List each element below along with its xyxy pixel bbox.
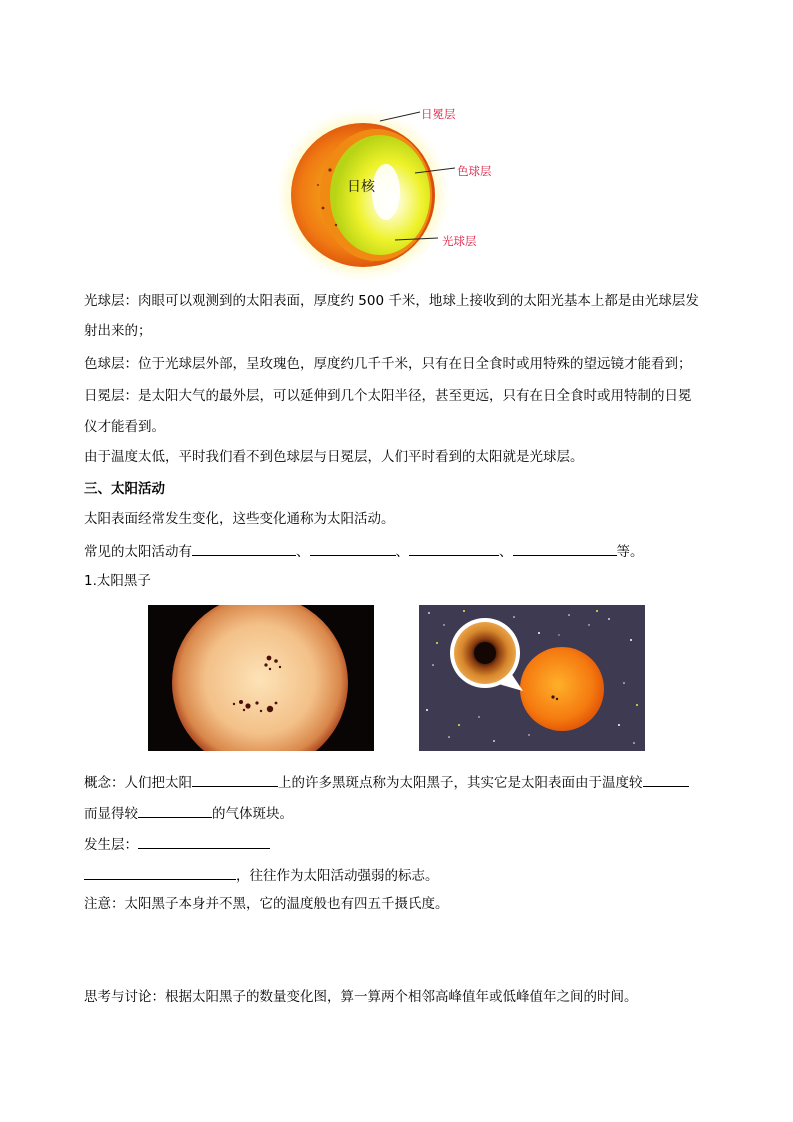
sunspot-heading: 1.太阳黑子 [84, 573, 151, 589]
low-temperature-paragraph: 由于温度太低，平时我们看不到色球层与日冕层，人们平时看到的太阳就是光球层。 [84, 449, 584, 465]
indicator-blank[interactable] [84, 865, 236, 880]
section-heading-solar-activity: 三、太阳活动 [84, 481, 165, 497]
chromosphere-paragraph: 色球层：位于光球层外部，呈玫瑰色，厚度约几千千米，只有在日全食时或用特殊的望远镜才能看到； [84, 356, 692, 372]
concept-blank-temperature[interactable] [643, 772, 689, 787]
concept-text-part2: 上的许多黑斑点称为太阳黑子，其实它是太阳表面由于温度较 [278, 775, 643, 791]
photosphere-label: 光球层 [442, 234, 477, 248]
occurrence-layer-blank[interactable] [138, 834, 270, 849]
corona-paragraph-line2: 仪才能看到。 [84, 419, 165, 435]
chromosphere-label: 色球层 [457, 164, 492, 178]
indicator-suffix: ，往往作为太阳活动强弱的标志。 [236, 868, 439, 884]
sunspot-closeup-illustration [419, 605, 645, 751]
solar-activity-intro: 太阳表面经常发生变化，这些变化通称为太阳活动。 [84, 511, 395, 527]
corona-label: 日冕层 [421, 107, 456, 121]
separator: 、 [499, 544, 513, 560]
discussion-paragraph: 思考与讨论：根据太阳黑子的数量变化图，算一算两个相邻高峰值年或低峰值年之间的时间。 [84, 989, 638, 1005]
concept-line1 [84, 772, 689, 792]
common-activities-line [84, 541, 644, 561]
sunspot-photo [148, 605, 374, 751]
common-activities-suffix: 等。 [616, 544, 644, 560]
core-label: 日核 [347, 179, 375, 195]
concept-blank-appearance[interactable] [138, 803, 212, 818]
concept2-text-part2: 的气体斑块。 [212, 806, 293, 822]
activity-blank-4[interactable] [513, 541, 617, 556]
occurrence-layer-line [84, 834, 270, 854]
indicator-line [84, 865, 439, 885]
common-activities-prefix: 常见的太阳活动有 [84, 544, 192, 560]
concept-line2 [84, 803, 293, 823]
note-paragraph: 注意：太阳黑子本身并不黑，它的温度般也有四五千摄氏度。 [84, 896, 449, 912]
activity-blank-1[interactable] [192, 541, 296, 556]
separator: 、 [395, 544, 409, 560]
label-leader-lines [370, 105, 460, 245]
concept-text-part1: 概念：人们把太阳 [84, 775, 192, 791]
concept-blank-layer[interactable] [192, 772, 278, 787]
separator: 、 [296, 544, 310, 560]
concept2-text-part1: 而显得较 [84, 806, 138, 822]
corona-paragraph-line1: 日冕层：是太阳大气的最外层，可以延伸到几个太阳半径，甚至更远，只有在日全食时或用特制的日冕 [84, 388, 692, 404]
occurrence-layer-label: 发生层： [84, 837, 138, 853]
photosphere-paragraph-line1: 光球层：肉眼可以观测到的太阳表面，厚度约 500 千米，地球上接收到的太阳光基本上都是由光球层发 [84, 293, 699, 309]
photosphere-paragraph-line2: 射出来的； [84, 323, 152, 339]
activity-blank-2[interactable] [310, 541, 396, 556]
activity-blank-3[interactable] [409, 541, 499, 556]
